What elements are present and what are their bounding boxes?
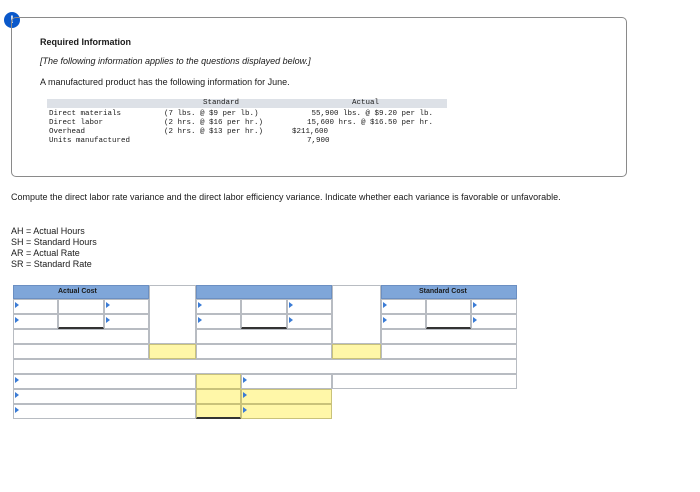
actual-row2-col2-input[interactable] [58, 314, 104, 329]
row-label-overhead: Overhead [49, 128, 86, 136]
middle-rate-input[interactable] [287, 299, 332, 314]
legend-sh: SH = Standard Hours [11, 237, 97, 247]
summary-row2-favorable-select[interactable] [241, 389, 332, 404]
standard-row2-col2-input[interactable] [426, 314, 471, 329]
actual-row2-col1-input[interactable] [13, 314, 58, 329]
summary-row3-favorable-select[interactable] [241, 404, 332, 419]
middle-total-cell [196, 329, 332, 344]
required-information-intro: A manufactured product has the following information for June. [40, 77, 290, 87]
standard-direct-materials: (7 lbs. @ $9 per lb.) [164, 110, 259, 118]
summary-spacer-row [13, 359, 517, 374]
summary-row1-amount-input[interactable] [196, 374, 241, 389]
actual-hours-input[interactable] [13, 299, 58, 314]
actual-direct-materials: 55,900 lbs. @ $9.20 per lb. [311, 110, 433, 118]
summary-row1-favorable-select[interactable] [241, 374, 332, 389]
summary-row2-amount-input[interactable] [196, 389, 241, 404]
legend-ah: AH = Actual Hours [11, 226, 85, 236]
standard-cost-label: Standard Cost [419, 288, 467, 295]
row-label-units-manufactured: Units manufactured [49, 137, 131, 145]
actual-overhead: $211,600 [292, 128, 329, 136]
standard-hours-input[interactable] [381, 299, 426, 314]
standard-rate-input[interactable] [471, 299, 517, 314]
standard-total-cell [381, 329, 517, 344]
standard-x-input[interactable] [426, 299, 471, 314]
actual-rate-input[interactable] [104, 299, 149, 314]
middle-row2-col2-input[interactable] [241, 314, 287, 329]
row4-right-cell [381, 344, 517, 359]
header-actual: Actual [352, 99, 380, 107]
row4-middle-cell [196, 344, 332, 359]
summary-row1-blank [332, 374, 517, 389]
summary-row2-label-select[interactable] [13, 389, 196, 404]
product-info-table [47, 99, 447, 149]
summary-row3-amount-input[interactable] [196, 404, 241, 419]
question-text: Compute the direct labor rate variance and the direct labor efficiency variance. Indicate whether each variance is favorable or unfavorable. [11, 192, 561, 202]
abbreviation-legend [11, 226, 97, 270]
middle-x-input[interactable] [241, 299, 287, 314]
standard-overhead: (2 hrs. @ $13 per hr.) [164, 128, 264, 136]
required-information-title: Required Information [40, 37, 132, 47]
table-header-bar [47, 99, 447, 108]
summary-row3-label-select[interactable] [13, 404, 196, 419]
actual-row2-col3-input[interactable] [104, 314, 149, 329]
efficiency-variance-input[interactable] [332, 344, 381, 359]
alert-icon: ! [4, 12, 20, 28]
actual-direct-labor: 15,600 hrs. @ $16.50 per hr. [306, 119, 433, 127]
standard-direct-labor: (2 hrs. @ $16 per hr.) [164, 119, 264, 127]
summary-row1-label-select[interactable] [13, 374, 196, 389]
row-label-direct-labor: Direct labor [49, 119, 104, 127]
actual-total-cell [13, 329, 149, 344]
standard-row2-col1-input[interactable] [381, 314, 426, 329]
gap-column-2 [332, 285, 381, 344]
required-information-note: [The following information applies to the questions displayed below.] [40, 56, 311, 66]
legend-sr: SR = Standard Rate [11, 259, 92, 269]
middle-hours-input[interactable] [196, 299, 241, 314]
rate-variance-input[interactable] [149, 344, 196, 359]
actual-x-input[interactable] [58, 299, 104, 314]
actual-units-manufactured: 7,900 [307, 137, 330, 145]
gap-column-1 [149, 285, 196, 344]
middle-row2-col1-input[interactable] [196, 314, 241, 329]
legend-ar: AR = Actual Rate [11, 248, 80, 258]
header-standard: Standard [203, 99, 240, 107]
row4-left-cell [13, 344, 149, 359]
row-label-direct-materials: Direct materials [49, 110, 122, 118]
actual-cost-label: Actual Cost [58, 288, 97, 295]
standard-row2-col3-input[interactable] [471, 314, 517, 329]
middle-header [196, 285, 332, 299]
middle-row2-col3-input[interactable] [287, 314, 332, 329]
